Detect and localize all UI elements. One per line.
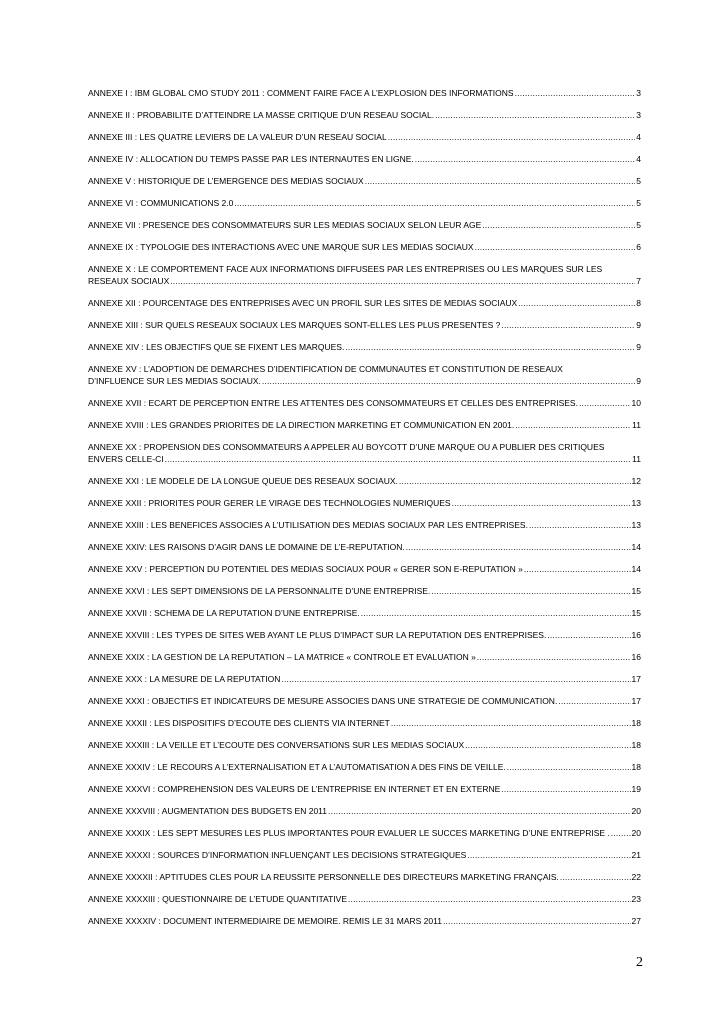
toc-entry-page: 14 bbox=[631, 564, 641, 574]
toc-entry-line bbox=[88, 497, 641, 509]
toc-entry[interactable] bbox=[88, 849, 641, 861]
toc-entry-line bbox=[88, 739, 641, 751]
toc-entry[interactable] bbox=[88, 717, 641, 729]
toc-entry-title: ANNEXE VII : PRESENCE DES CONSOMMATEURS SUR LES MEDIAS SOCIAUX SELON LEUR AGE bbox=[88, 220, 482, 230]
toc-entry-line bbox=[88, 871, 641, 883]
toc-entry-title: ANNEXE XXXII : LES DISPOSITIFS D’ECOUTE DES CLIENTS VIA INTERNET bbox=[88, 718, 390, 728]
toc-entry[interactable] bbox=[88, 629, 641, 641]
toc-entry[interactable] bbox=[88, 441, 641, 465]
dot-leader bbox=[529, 519, 631, 531]
toc-entry-title: ENVERS CELLE-CI bbox=[88, 454, 164, 464]
toc-entry-title: ANNEXE XXII : PRIORITES POUR GERER LE VIRAGE DES TECHNOLOGIES NUMERIQUES bbox=[88, 498, 451, 508]
toc-entry[interactable] bbox=[88, 893, 641, 905]
toc-entry[interactable] bbox=[88, 153, 641, 165]
dot-leader bbox=[501, 783, 630, 795]
toc-entry[interactable] bbox=[88, 319, 641, 331]
toc-entry-title: ANNEXE XVII : ECART DE PERCEPTION ENTRE LES ATTENTES DES CONSOMMATEURS ET CELLES DES ENTREPRISES. bbox=[88, 398, 578, 408]
dot-leader bbox=[547, 629, 630, 641]
toc-entry-line bbox=[88, 87, 641, 99]
toc-entry-line bbox=[88, 673, 641, 685]
toc-entry-title: ANNEXE XXXIII : LA VEILLE ET L’ECOUTE DES CONVERSATIONS SUR LES MEDIAS SOCIAUX bbox=[88, 740, 465, 750]
dot-leader bbox=[391, 717, 631, 729]
dot-leader bbox=[611, 827, 631, 839]
toc-entry-title: ANNEXE XXXXIII : QUESTIONNAIRE DE L’ETUDE QUANTITATIVE bbox=[88, 894, 347, 904]
toc-entry[interactable] bbox=[88, 363, 641, 387]
toc-entry-title: ANNEXE XV : L’ADOPTION DE DEMARCHES D’IDENTIFICATION DE COMMUNAUTES ET CONSTITUTION DE RESEAUX bbox=[88, 364, 563, 374]
toc-entry-page: 4 bbox=[636, 154, 641, 164]
toc-entry-page: 17 bbox=[631, 674, 641, 684]
dot-leader bbox=[365, 175, 636, 187]
toc-entry-title: ANNEXE XXIII : LES BENEFICES ASSOCIES A L’UTILISATION DES MEDIAS SOCIAUX PAR LES ENTREPRISES. bbox=[88, 520, 528, 530]
toc-entry-title: ANNEXE IV : ALLOCATION DU TEMPS PASSE PAR LES INTERNAUTES EN LIGNE. bbox=[88, 154, 414, 164]
toc-entry-page: 16 bbox=[631, 652, 641, 662]
toc-entry-page: 18 bbox=[631, 740, 641, 750]
toc-entry[interactable] bbox=[88, 87, 641, 99]
toc-entry[interactable] bbox=[88, 341, 641, 353]
toc-entry-title: ANNEXE XXIV: LES RAISONS D’AGIR DANS LE DOMAINE DE L’E-REPUTATION. bbox=[88, 542, 405, 552]
toc-entry[interactable] bbox=[88, 419, 641, 431]
toc-entry[interactable] bbox=[88, 397, 641, 409]
toc-entry[interactable] bbox=[88, 739, 641, 751]
toc-entry[interactable] bbox=[88, 197, 641, 209]
toc-entry-title: ANNEXE XXXXIV : DOCUMENT INTERMEDIAIRE DE MEMOIRE. REMIS LE 31 MARS 2011 bbox=[88, 916, 442, 926]
toc-entry-line bbox=[88, 341, 641, 353]
toc-entry-title: ANNEXE VI : COMMUNICATIONS 2.0 bbox=[88, 198, 234, 208]
toc-entry-page: 4 bbox=[636, 132, 641, 142]
toc-entry-title: ANNEXE XX : PROPENSION DES CONSOMMATEURS A APPELER AU BOYCOTT D’UNE MARQUE OU A PUBLIER DES CRITIQUES bbox=[88, 442, 605, 452]
toc-entry[interactable] bbox=[88, 871, 641, 883]
toc-entry[interactable] bbox=[88, 695, 641, 707]
toc-entry[interactable] bbox=[88, 563, 641, 575]
dot-leader bbox=[477, 651, 631, 663]
toc-entry[interactable] bbox=[88, 783, 641, 795]
toc-entry-line bbox=[88, 175, 641, 187]
dot-leader bbox=[328, 805, 631, 817]
dot-leader bbox=[518, 297, 635, 309]
dot-leader bbox=[415, 153, 636, 165]
toc-entry-page: 10 bbox=[631, 398, 641, 408]
toc-entry-page: 9 bbox=[636, 376, 641, 386]
toc-entry-line bbox=[88, 109, 641, 121]
toc-entry-line bbox=[88, 629, 641, 641]
dot-leader bbox=[501, 319, 635, 331]
toc-entry[interactable] bbox=[88, 673, 641, 685]
dot-leader bbox=[406, 541, 631, 553]
toc-entry-page: 12 bbox=[631, 476, 641, 486]
toc-entry-line bbox=[88, 375, 641, 387]
dot-leader bbox=[507, 761, 631, 773]
toc-entry-line bbox=[88, 131, 641, 143]
toc-entry-page: 5 bbox=[636, 176, 641, 186]
dot-leader bbox=[431, 585, 630, 597]
dot-leader bbox=[515, 87, 636, 99]
toc-entry-page: 5 bbox=[636, 220, 641, 230]
toc-entry-title: ANNEXE XVIII : LES GRANDES PRIORITES DE LA DIRECTION MARKETING ET COMMUNICATION EN 2001. bbox=[88, 420, 515, 430]
dot-leader bbox=[443, 915, 631, 927]
toc-entry-title: ANNEXE III : LES QUATRE LEVIERS DE LA VALEUR D’UN RESEAU SOCIAL bbox=[88, 132, 387, 142]
toc-entry-line bbox=[88, 441, 641, 453]
dot-leader bbox=[262, 375, 635, 387]
dot-leader bbox=[524, 563, 631, 575]
toc-entry-title: D’INFLUENCE SUR LES MEDIAS SOCIAUX. bbox=[88, 376, 261, 386]
toc-entry-line bbox=[88, 219, 641, 231]
toc-entry-page: 5 bbox=[636, 198, 641, 208]
dot-leader bbox=[475, 241, 636, 253]
toc-entry-page: 9 bbox=[636, 342, 641, 352]
dot-leader bbox=[348, 893, 631, 905]
toc-entry-line bbox=[88, 263, 641, 275]
toc-entry[interactable] bbox=[88, 475, 641, 487]
dot-leader bbox=[452, 497, 631, 509]
toc-entry[interactable] bbox=[88, 805, 641, 817]
toc-entry-page: 17 bbox=[631, 696, 641, 706]
toc-entry-line bbox=[88, 849, 641, 861]
toc-entry-page: 27 bbox=[631, 916, 641, 926]
toc-entry-page: 18 bbox=[631, 762, 641, 772]
toc-entry-title: ANNEXE II : PROBABILITE D’ATTEINDRE LA MASSE CRITIQUE D’UN RESEAU SOCIAL. bbox=[88, 110, 435, 120]
toc-entry-page: 18 bbox=[631, 718, 641, 728]
toc-entry-line bbox=[88, 397, 641, 409]
toc-entry-line bbox=[88, 319, 641, 331]
toc-entry-page: 6 bbox=[636, 242, 641, 252]
dot-leader bbox=[361, 607, 631, 619]
dot-leader bbox=[170, 275, 635, 287]
dot-leader bbox=[515, 419, 631, 431]
toc-entry-title: RESEAUX SOCIAUX bbox=[88, 276, 170, 286]
toc-entry-title: ANNEXE IX : TYPOLOGIE DES INTERACTIONS AVEC UNE MARQUE SUR LES MEDIAS SOCIAUX bbox=[88, 242, 474, 252]
toc-entry-page: 20 bbox=[631, 806, 641, 816]
page-number: 2 bbox=[636, 955, 643, 970]
toc-entry[interactable] bbox=[88, 297, 641, 309]
toc-entry[interactable] bbox=[88, 607, 641, 619]
dot-leader bbox=[560, 871, 631, 883]
toc-entry-line bbox=[88, 475, 641, 487]
toc-entry-page: 9 bbox=[636, 320, 641, 330]
toc-entry[interactable] bbox=[88, 761, 641, 773]
dot-leader bbox=[399, 475, 631, 487]
toc-entry-page: 22 bbox=[631, 872, 641, 882]
toc-entry-line bbox=[88, 695, 641, 707]
toc-entry-title: ANNEXE XXX : LA MESURE DE LA REPUTATION bbox=[88, 674, 281, 684]
toc-entry[interactable] bbox=[88, 263, 641, 287]
toc-entry-title: ANNEXE V : HISTORIQUE DE L’EMERGENCE DES MEDIAS SOCIAUX bbox=[88, 176, 364, 186]
toc-entry-title: ANNEXE XXVII : SCHEMA DE LA REPUTATION D’UNE ENTREPRISE. bbox=[88, 608, 360, 618]
dot-leader bbox=[482, 219, 635, 231]
toc-entry-line bbox=[88, 717, 641, 729]
toc-entry-line bbox=[88, 761, 641, 773]
toc-entry[interactable] bbox=[88, 497, 641, 509]
toc-entry-line bbox=[88, 519, 641, 531]
toc-entry-line bbox=[88, 563, 641, 575]
toc-entry-line bbox=[88, 363, 641, 375]
dot-leader bbox=[435, 109, 635, 121]
toc-entry-title: ANNEXE XXXVI : COMPREHENSION DES VALEURS DE L’ENTREPRISE EN INTERNET ET EN EXTERNE bbox=[88, 784, 501, 794]
dot-leader bbox=[579, 397, 631, 409]
toc-entry[interactable] bbox=[88, 175, 641, 187]
toc-entry-title: ANNEXE XII : POURCENTAGE DES ENTREPRISES AVEC UN PROFIL SUR LES SITES DE MEDIAS SOCIAUX bbox=[88, 298, 518, 308]
toc-entry[interactable] bbox=[88, 585, 641, 597]
toc-entry-line bbox=[88, 805, 641, 817]
toc-entry-line bbox=[88, 607, 641, 619]
toc-entry-page: 7 bbox=[636, 276, 641, 286]
toc-entry-line bbox=[88, 197, 641, 209]
dot-leader bbox=[165, 453, 632, 465]
toc-entry[interactable] bbox=[88, 519, 641, 531]
toc-entry-page: 3 bbox=[636, 88, 641, 98]
toc-entry-title: ANNEXE XXXXI : SOURCES D’INFORMATION INFLUENÇANT LES DECISIONS STRATEGIQUES bbox=[88, 850, 467, 860]
toc-entry-title: ANNEXE XXV : PERCEPTION DU POTENTIEL DES MEDIAS SOCIAUX POUR « GERER SON E-REPUTATION » bbox=[88, 564, 523, 574]
toc-entry-page: 15 bbox=[631, 586, 641, 596]
toc-entry[interactable] bbox=[88, 131, 641, 143]
dot-leader bbox=[345, 341, 635, 353]
toc-entry-line bbox=[88, 241, 641, 253]
toc-entry-page: 8 bbox=[636, 298, 641, 308]
toc-entry-title: ANNEXE I : IBM GLOBAL CMO STUDY 2011 : COMMENT FAIRE FACE A L’EXPLOSION DES INFORMATIONS bbox=[88, 88, 514, 98]
toc-entry-title: ANNEXE XXVIII : LES TYPES DE SITES WEB AYANT LE PLUS D’IMPACT SUR LA REPUTATION DES ENTREPRISES. bbox=[88, 630, 547, 640]
toc-entry-line bbox=[88, 893, 641, 905]
toc-entry-title: ANNEXE XXVI : LES SEPT DIMENSIONS DE LA PERSONNALITE D’UNE ENTREPRISE. bbox=[88, 586, 431, 596]
dot-leader bbox=[388, 131, 636, 143]
toc-entry[interactable] bbox=[88, 915, 641, 927]
toc-entry-line bbox=[88, 419, 641, 431]
toc-entry[interactable] bbox=[88, 219, 641, 231]
toc-entry[interactable] bbox=[88, 827, 641, 839]
toc-entry-line bbox=[88, 541, 641, 553]
toc-entry-line bbox=[88, 585, 641, 597]
toc-entry-page: 19 bbox=[631, 784, 641, 794]
toc-entry-page: 14 bbox=[631, 542, 641, 552]
toc-entry-line bbox=[88, 453, 641, 465]
toc-entry[interactable] bbox=[88, 651, 641, 663]
toc-entry[interactable] bbox=[88, 241, 641, 253]
toc-entry-line bbox=[88, 827, 641, 839]
toc-entry-line bbox=[88, 297, 641, 309]
toc-entry-title: ANNEXE XIV : LES OBJECTIFS QUE SE FIXENT LES MARQUES. bbox=[88, 342, 345, 352]
toc-entry-page: 3 bbox=[636, 110, 641, 120]
toc-entry-page: 23 bbox=[631, 894, 641, 904]
toc-entry-title: ANNEXE XXXVIII : AUGMENTATION DES BUDGETS EN 2011 bbox=[88, 806, 328, 816]
toc-entry-title: ANNEXE XXI : LE MODELE DE LA LONGUE QUEUE DES RESEAUX SOCIAUX. bbox=[88, 476, 398, 486]
toc-entry-page: 21 bbox=[631, 850, 641, 860]
toc-entry-line bbox=[88, 153, 641, 165]
toc-entry-title: ANNEXE XXIX : LA GESTION DE LA REPUTATION – LA MATRICE « CONTROLE ET EVALUATION » bbox=[88, 652, 476, 662]
dot-leader bbox=[281, 673, 630, 685]
dot-leader bbox=[467, 849, 630, 861]
toc-entry-page: 13 bbox=[631, 498, 641, 508]
dot-leader bbox=[465, 739, 630, 751]
toc-entry-title: ANNEXE XXXI : OBJECTIFS ET INDICATEURS DE MESURE ASSOCIES DANS UNE STRATEGIE DE COMMUNICATION. bbox=[88, 696, 558, 706]
toc-entry[interactable] bbox=[88, 541, 641, 553]
toc-entry-title: ANNEXE XXXIX : LES SEPT MESURES LES PLUS IMPORTANTES POUR EVALUER LE SUCCES MARKETING D’UNE ENTREPRISE . bbox=[88, 828, 610, 838]
toc-entry-page: 13 bbox=[631, 520, 641, 530]
toc-entry-title: ANNEXE XXXIV : LE RECOURS A L’EXTERNALISATION ET A L’AUTOMATISATION A DES FINS DE VEILLE. bbox=[88, 762, 506, 772]
toc-entry-title: ANNEXE XIII : SUR QUELS RESEAUX SOCIAUX LES MARQUES SONT-ELLES LES PLUS PRESENTES ? bbox=[88, 320, 501, 330]
toc-entry-page: 20 bbox=[631, 828, 641, 838]
toc-entry-page: 11 bbox=[632, 420, 641, 430]
toc-entry-page: 15 bbox=[631, 608, 641, 618]
toc-entry-line bbox=[88, 783, 641, 795]
toc-entry-title: ANNEXE XXXXII : APTITUDES CLES POUR LA REUSSITE PERSONNELLE DES DIRECTEURS MARKETING FRANÇAIS. bbox=[88, 872, 559, 882]
toc-entry-line bbox=[88, 651, 641, 663]
toc-entry-page: 16 bbox=[631, 630, 641, 640]
toc-entry[interactable] bbox=[88, 109, 641, 121]
toc-entry-line bbox=[88, 915, 641, 927]
toc-entry-title: ANNEXE X : LE COMPORTEMENT FACE AUX INFORMATIONS DIFFUSEES PAR LES ENTREPRISES OU LES MARQUES SUR LES bbox=[88, 264, 603, 274]
table-of-contents bbox=[88, 87, 641, 937]
toc-entry-page: 11 bbox=[632, 454, 641, 464]
dot-leader bbox=[558, 695, 630, 707]
dot-leader bbox=[234, 197, 635, 209]
toc-entry-line bbox=[88, 275, 641, 287]
